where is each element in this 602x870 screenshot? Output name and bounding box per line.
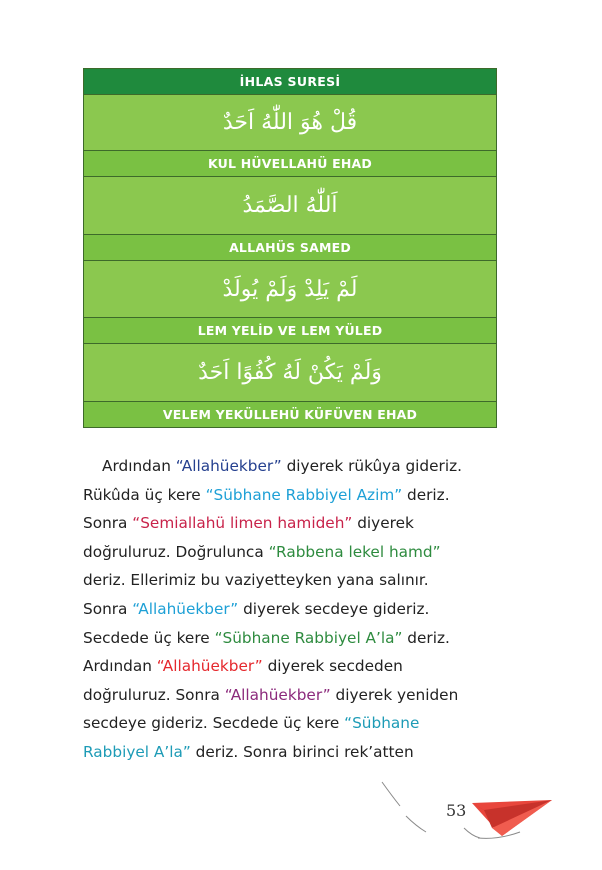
prayer-instructions-paragraph [83, 452, 513, 767]
quote-subhane-rabbiyel-azim: “Sübhane Rabbiyel Azim” [205, 485, 403, 504]
quote-subhane-rabbiyel-ala: “Sübhane [344, 714, 420, 733]
quote-allahuekber: “Allahüekber” [156, 657, 263, 676]
quote-subhane-rabbiyel-ala: Rabbiyel A’la” [83, 742, 191, 761]
paper-plane-icon [472, 800, 552, 836]
quote-rabbena-lekel-hamd: “Rabbena lekel hamd” [268, 542, 441, 561]
flight-path-stroke [464, 828, 480, 838]
transliteration-verse-2: ALLAHÜS SAMED [84, 234, 496, 260]
surah-title: İHLAS SURESİ [84, 69, 496, 94]
paragraph-line: secdeye gideriz. Secdede üç kere “Sübhane [83, 714, 420, 733]
paragraph-line: doğruluruz. Sonra “Allahüekber” diyerek yeniden [83, 685, 459, 704]
paragraph-line: doğruluruz. Doğrulunca “Rabbena lekel hamd” [83, 542, 441, 561]
flight-path-stroke [382, 782, 400, 806]
paper-plane-decoration [380, 770, 580, 860]
arabic-verse-4: وَلَمْ يَكُنْ لَهُ كُفُوًا اَحَدٌ [84, 343, 496, 401]
paragraph-line: Rabbiyel A’la” deriz. Sonra birinci rek’atten [83, 742, 414, 761]
paragraph-line: Ardından “Allahüekber” diyerek secdeden [83, 657, 403, 676]
arabic-verse-2: اَللّٰهُ الصَّمَدُ [84, 176, 496, 234]
transliteration-verse-1: KUL HÜVELLAHÜ EHAD [84, 150, 496, 176]
flight-path-stroke [406, 816, 426, 832]
paragraph-line: Sonra “Semiallahü limen hamideh” diyerek [83, 514, 414, 533]
quote-subhane-rabbiyel-ala: “Sübhane Rabbiyel A’la” [214, 628, 403, 647]
paragraph-line: Ardından “Allahüekber” diyerek rükûya gideriz. [102, 457, 462, 475]
paragraph-line: deriz. Ellerimiz bu vaziyetteyken yana salınır. [83, 571, 429, 590]
page-number: 53 [446, 801, 467, 820]
transliteration-verse-4: VELEM YEKÜLLEHÜ KÜFÜVEN EHAD [84, 401, 496, 427]
ihlas-surah-table [83, 68, 497, 428]
quote-semiallahu: “Semiallahü limen hamideh” [132, 514, 353, 533]
arabic-verse-1: قُلْ هُوَ اللّٰهُ اَحَدٌ [84, 94, 496, 150]
quote-allahuekber: “Allahüekber” [175, 457, 282, 475]
paragraph-line: Secdede üç kere “Sübhane Rabbiyel A’la” deriz. [83, 628, 450, 647]
paragraph-line: Rükûda üç kere “Sübhane Rabbiyel Azim” deriz. [83, 485, 450, 504]
quote-allahuekber: “Allahüekber” [224, 685, 331, 704]
paragraph-line: Sonra “Allahüekber” diyerek secdeye gideriz. [83, 599, 430, 618]
transliteration-verse-3: LEM YELİD VE LEM YÜLED [84, 317, 496, 343]
quote-allahuekber: “Allahüekber” [132, 599, 239, 618]
arabic-verse-3: لَمْ يَلِدْ وَلَمْ يُولَدْ [84, 260, 496, 317]
